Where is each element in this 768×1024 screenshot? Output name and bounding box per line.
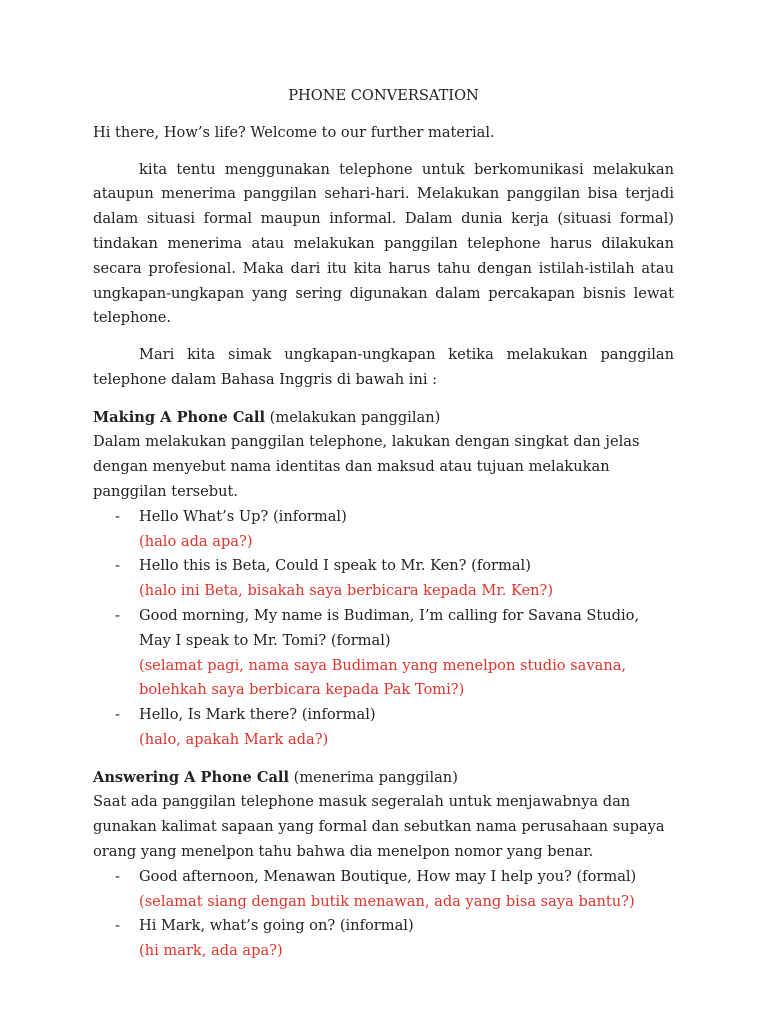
paragraph-2: Mari kita simak ungkapan-ungkapan ketika melakukan panggilan telephone dalam Bahasa Inggris di bawah ini : bbox=[93, 346, 674, 388]
section-description: Dalam melakukan panggilan telephone, lakukan dengan singkat dan jelas dengan menyebut nama identitas dan maksud atau tujuan melakukan panggilan tersebut. bbox=[93, 433, 640, 500]
section-heading bbox=[93, 766, 674, 791]
list-item bbox=[93, 865, 674, 915]
section-heading-note: (melakukan panggilan) bbox=[265, 408, 441, 426]
section-heading-title: Making A Phone Call bbox=[93, 408, 266, 426]
paragraph-1: kita tentu menggunakan telephone untuk berkomunikasi melakukan ataupun menerima panggilan sehari-hari. Melakukan panggilan bisa terjadi dalam situasi formal maupun informal. Dalam dunia kerja (situasi formal) tindakan menerima atau melakukan panggilan telephone harus dilakukan secara profesional. Maka dari itu kita harus tahu dengan istilah-istilah atau ungkapan-ungkapan yang sering digunakan dalam percakapan bisnis lewat telephone. bbox=[93, 160, 674, 327]
phrase-translation: (selamat siang dengan butik menawan, ada yang bisa saya bantu?) bbox=[139, 892, 635, 910]
phrase-english: Good afternoon, Menawan Boutique, How may I help you? (formal) bbox=[139, 867, 637, 885]
phrase-translation: (halo, apakah Mark ada?) bbox=[139, 730, 329, 748]
list-item bbox=[93, 505, 674, 555]
bullet-dash: - bbox=[115, 706, 120, 724]
bullet-dash: - bbox=[115, 867, 120, 885]
phrase-translation: (hi mark, ada apa?) bbox=[139, 942, 283, 960]
phrase-english: Good morning, My name is Budiman, I’m calling for Savana Studio, May I speak to Mr. Tomi? (formal) bbox=[139, 606, 640, 649]
list-item bbox=[93, 604, 674, 703]
list-item bbox=[93, 914, 674, 964]
list-item bbox=[93, 554, 674, 604]
phrase-english: Hello What’s Up? (informal) bbox=[139, 507, 347, 525]
section-description: Saat ada panggilan telephone masuk segeralah untuk menjawabnya dan gunakan kalimat sapaan yang formal dan sebutkan nama perusahaan supaya orang yang menelpon tahu bahwa dia menelpon nomor yang benar. bbox=[93, 793, 665, 860]
phrase-english: Hello this is Beta, Could I speak to Mr. Ken? (formal) bbox=[139, 557, 531, 575]
phrase-translation: (halo ini Beta, bisakah saya berbicara kepada Mr. Ken?) bbox=[139, 582, 554, 600]
phrase-translation: (halo ada apa?) bbox=[139, 532, 253, 550]
section-answering-call bbox=[93, 766, 674, 964]
section-making-call bbox=[93, 406, 674, 753]
phrase-english: Hi Mark, what’s going on? (informal) bbox=[139, 917, 414, 935]
document-title: PHONE CONVERSATION bbox=[288, 87, 479, 104]
document-page bbox=[93, 84, 674, 964]
phrase-translation: (selamat pagi, nama saya Budiman yang menelpon studio savana, bolehkah saya berbicara kepada Pak Tomi?) bbox=[139, 656, 627, 699]
bullet-dash: - bbox=[115, 507, 120, 525]
phrase-list bbox=[93, 505, 674, 753]
bullet-dash: - bbox=[115, 557, 120, 575]
list-item bbox=[93, 703, 674, 753]
phrase-english: Hello, Is Mark there? (informal) bbox=[139, 706, 376, 724]
intro-text: Hi there, How’s life? Welcome to our further material. bbox=[93, 124, 495, 141]
section-heading bbox=[93, 406, 674, 431]
bullet-dash: - bbox=[115, 917, 120, 935]
bullet-dash: - bbox=[115, 606, 120, 624]
phrase-list bbox=[93, 865, 674, 964]
section-heading-title: Answering A Phone Call bbox=[93, 768, 289, 786]
section-heading-note: (menerima panggilan) bbox=[288, 768, 458, 786]
